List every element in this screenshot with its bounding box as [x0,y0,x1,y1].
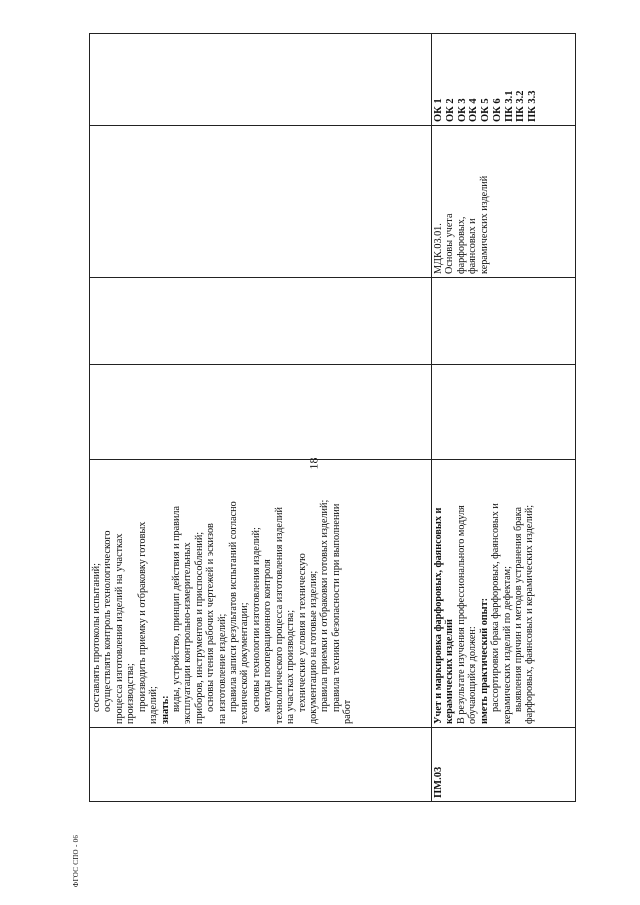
content-line: технологического процесса изготовления изделий [273,507,285,724]
requirements-table [89,33,576,802]
module-code-cell: ПМ.03 [432,728,576,802]
content-line: керамических изделий [444,619,456,724]
competency-cell [90,34,432,126]
competency-item: ОК 1 [433,98,444,122]
table-row-continued [90,34,432,802]
content-line: фарфоровых, фаянсовых и керамических изделий; [524,504,536,724]
content-line: технические условия и техническую [296,553,308,712]
competency-item: ОК 3 [456,98,468,122]
content-line: изделий; [148,686,160,724]
content-line: керамических изделий по дефектам; [501,566,513,724]
content-line: осуществлять контроль технологического [102,530,114,712]
module-content-cell [432,460,576,728]
content-line: выявления причин и методов устранения брака [512,506,524,712]
content-line: работ [342,699,354,724]
content-line: основы чтения рабочих чертежей и эскизов [205,523,217,712]
content-line: знать: [159,695,171,724]
hours-max-cell [432,365,576,460]
content-line: технической документации; [239,602,251,724]
discipline-lines [433,129,490,274]
content-line: приборов, инструментов и приспособлений; [193,531,205,724]
content-line: основы технологии изготовления изделий; [250,527,262,712]
content-line: методы пооперационного контроля [262,559,274,712]
competency-item: ОК 2 [444,98,456,122]
footer-code: ФГОС СПО - 06 [72,834,80,888]
content-line: рассортировки брака фарфоровых, фаянсовых и [490,503,502,712]
competency-cell [432,34,576,126]
content-line: на изготовление изделий; [216,613,228,724]
content-line: правила приемки и отбраковки готовых изделий; [319,499,331,712]
content-line: иметь практический опыт: [478,597,490,724]
module-content-cell [90,457,432,728]
page-number: 18 [306,457,321,470]
content-line: виды, устройство, принцип действия и правила [170,505,182,712]
hours-required-cell [90,278,432,365]
table-row-pm03 [432,34,576,802]
competency-item: ОК 4 [468,98,480,122]
module-content-lines [91,463,354,724]
hours-max-cell [90,365,432,460]
competency-item: ОК 6 [491,98,503,122]
content-line: производства; [125,663,137,724]
content-line: документацию на готовые изделия; [308,570,320,724]
content-line: обучающийся должен: [467,626,479,724]
content-line: правила записи результатов испытаний согласно [228,501,240,712]
discipline-line: Основы учета [444,213,456,274]
content-line: Учет и маркировка фарфоровых, фаянсовых и [433,507,444,724]
competency-item: ОК 5 [480,98,491,122]
competency-item: ПК 3.3 [527,90,538,122]
content-line: правила техники безопасности при выполнении [330,503,342,712]
content-line: производить приемку и отбраковку готовых [136,521,148,712]
discipline-line: керамических изделий [478,175,490,274]
module-content-lines [433,463,536,724]
requirements-table-wrapper [89,34,575,802]
competency-item: ПК 3.1 [503,90,515,122]
content-line: на участках производства; [285,609,297,724]
discipline-line: МДК.03.01. [433,223,444,274]
discipline-cell [90,126,432,278]
hours-required-cell [432,278,576,365]
content-line: процесса изготовления изделий на участках [113,533,125,724]
discipline-line: фарфоровых, [455,216,467,274]
module-code-cell [90,728,432,802]
content-line: В результате изучения профессионального модуля [455,505,467,724]
discipline-line: фаянсовых и [467,218,479,274]
discipline-cell [432,126,576,278]
competency-item: ПК 3.2 [515,90,527,122]
content-line: эксплуатации контрольно-измерительных [182,542,194,724]
content-line: составлять протоколы испытаний; [91,563,102,712]
competency-list [433,37,539,122]
